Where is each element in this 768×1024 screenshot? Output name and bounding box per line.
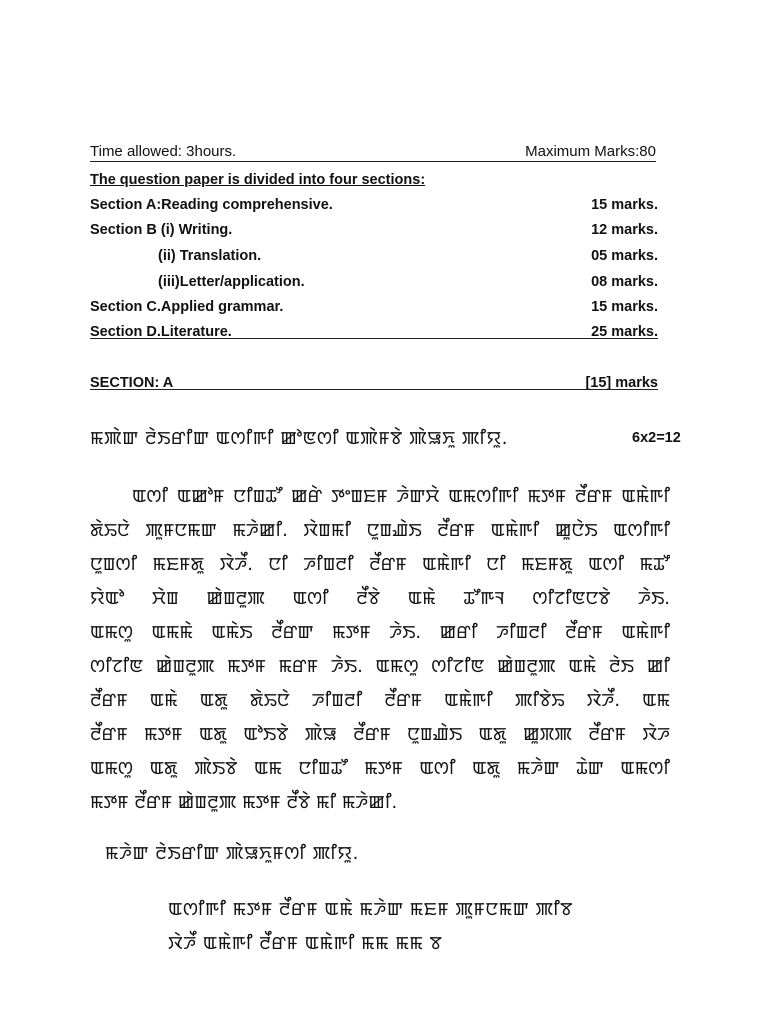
paragraph-line: ꯑꯃꯁꯨ ꯑꯗꯨ ꯄꯥꯏꯕꯥ ꯑꯃ ꯅꯤꯡꯊꯧ ꯃꯇꯝ ꯑꯁꯤ ꯑꯗꯨ ꯃꯍꯥꯛ ꯊꯥꯛ ꯑꯃꯁꯤ [90, 758, 670, 779]
section-marks: 08 marks. [591, 274, 658, 290]
section-a-heading [90, 371, 658, 391]
section-row [90, 193, 658, 213]
paragraph-line: ꯂꯩꯔꯝ ꯑꯃꯥ ꯑꯗꯨ ꯗꯥꯢꯅꯥ ꯍꯤꯡꯂꯤ ꯂꯩꯔꯝ ꯑꯃꯥꯒꯤ ꯄꯤꯕꯥꯢ ꯋꯥꯍꯩ. ꯑꯃ [90, 690, 670, 711]
question-2: ꯃꯍꯥꯛ ꯂꯥꯏꯔꯤꯛ ꯄꯥꯎꯈꯨꯝꯁꯤ ꯄꯤꯌꯨ. [105, 843, 359, 864]
section-row [90, 320, 658, 340]
paragraph-line: ꯂꯩꯔꯝ ꯃꯇꯝ ꯑꯗꯨ ꯑꯣꯏꯕꯥ ꯄꯥꯎ ꯂꯩꯔꯝ ꯅꯨꯡꯉꯥꯏ ꯑꯗꯨ ꯀꯨꯞꯄ ꯂꯩꯔꯝ ꯋꯥꯍ [90, 724, 670, 745]
section-a-title: SECTION: A [90, 375, 174, 391]
section-label: Section C.Applied grammar. [90, 299, 284, 315]
section-label: Section A:Reading comprehensive. [90, 197, 333, 213]
section-label: Section D.Literature. [90, 324, 232, 340]
intro-text: The question paper is divided into four sections: [90, 172, 426, 188]
paragraph-line: ꯁꯤꯖꯤꯟ ꯀꯥꯡꯂꯨꯄ ꯃꯇꯝ ꯃꯔꯝ ꯍꯥꯏ. ꯑꯃꯁꯨ ꯁꯤꯖꯤꯟ ꯀꯥꯡꯂꯨꯄ ꯑꯃꯥ ꯂꯥꯏ ꯀꯤ [90, 656, 670, 677]
section-row [90, 270, 658, 290]
section-a-marks: [15] marks [585, 375, 658, 391]
section-marks: 15 marks. [591, 197, 658, 213]
section-marks: 12 marks. [591, 222, 658, 238]
maximum-marks: Maximum Marks:80 [525, 143, 656, 160]
paragraph-line: ꯑꯁꯤ ꯑꯀꯣꯝ ꯅꯤꯡꯊꯧ ꯀꯔꯥ ꯇꯦꯡꯐꯝ ꯍꯥꯛꯆꯥ ꯑꯃꯁꯤꯒꯤ ꯃꯇꯝ ꯂꯩꯔꯝ ꯑꯃꯥꯒꯤ [132, 486, 670, 507]
divider [90, 389, 658, 390]
question-1-marks: 6x2=12 [632, 430, 681, 446]
paragraph-line: ꯑꯃꯁꯨ ꯑꯃꯃꯥ ꯑꯃꯥꯏ ꯂꯩꯔꯛ ꯃꯇꯝ ꯍꯥꯏ. ꯀꯔꯤ ꯍꯤꯡꯂꯤ ꯂꯩꯔꯝ ꯑꯃꯥꯒꯤ [90, 622, 670, 643]
question-1: ꯃꯄꯥꯛ ꯂꯥꯏꯔꯤꯛ ꯑꯁꯤꯒꯤ ꯀꯣꯟꯁꯤ ꯑꯄꯥꯝꯕꯥ ꯄꯥꯎꯈꯨ ꯄꯤꯌꯨ. [90, 428, 508, 449]
section-row [90, 244, 658, 264]
section-row [90, 295, 658, 315]
section-label: Section B (i) Writing. [90, 222, 233, 238]
comprehension-paragraph [90, 480, 670, 820]
paragraph-line: ꯃꯇꯝ ꯂꯩꯔꯝ ꯀꯥꯡꯂꯨꯄ ꯃꯇꯝ ꯂꯩꯕꯥ ꯃꯤ ꯃꯍꯥꯀꯤ. [90, 792, 398, 813]
section-marks: 25 marks. [591, 324, 658, 340]
sub-line: ꯋꯥꯍꯩ ꯑꯃꯥꯒꯤ ꯂꯩꯔꯝ ꯑꯃꯥꯒꯤ ꯃꯃ ꯃꯃ ꯕ [168, 933, 443, 954]
sub-line: ꯑꯁꯤꯒꯤ ꯃꯇꯝ ꯂꯩꯔꯝ ꯑꯃꯥ ꯃꯍꯥꯛ ꯃꯐꯝ ꯄꯨꯝꯅꯃꯛ ꯄꯤꯕ [168, 899, 573, 920]
section-marks: 05 marks. [591, 248, 658, 264]
paragraph-line: ꯅꯨꯡꯁꯤ ꯃꯐꯝꯗꯨ ꯋꯥꯍꯩ. ꯅꯤ ꯍꯤꯡꯂꯤ ꯂꯩꯔꯝ ꯑꯃꯥꯒꯤ ꯅꯤ ꯃꯐꯝꯗꯨ ꯑꯁꯤ ꯃꯊꯧ [90, 554, 670, 575]
header-row [90, 143, 656, 162]
section-label: (ii) Translation. [158, 248, 262, 264]
intro-row [90, 168, 658, 188]
section-label: (iii)Letter/application. [158, 274, 305, 290]
divider [90, 338, 658, 339]
section-row [90, 218, 658, 238]
paragraph-line: ꯌꯥꯑꯣ ꯆꯥꯡ ꯀꯥꯡꯂꯨꯄ ꯑꯁꯤ ꯂꯩꯕꯥ ꯑꯃꯥ ꯊꯧꯒꯜ ꯁꯤꯖꯤꯟꯅꯕꯥ ꯍꯥꯏ. [90, 588, 670, 609]
section-marks: 15 marks. [591, 299, 658, 315]
paragraph-line: ꯗꯥꯢꯅꯥ ꯄꯨꯝꯅꯃꯛ ꯃꯍꯥꯀꯤ. ꯋꯥꯡꯃꯤ ꯅꯨꯡꯉꯥꯏ ꯂꯩꯔꯝ ꯑꯃꯥꯒꯤ ꯀꯨꯅꯥꯏ ꯑꯁꯤꯒꯤ [90, 520, 670, 541]
time-allowed: Time allowed: 3hours. [90, 143, 237, 160]
